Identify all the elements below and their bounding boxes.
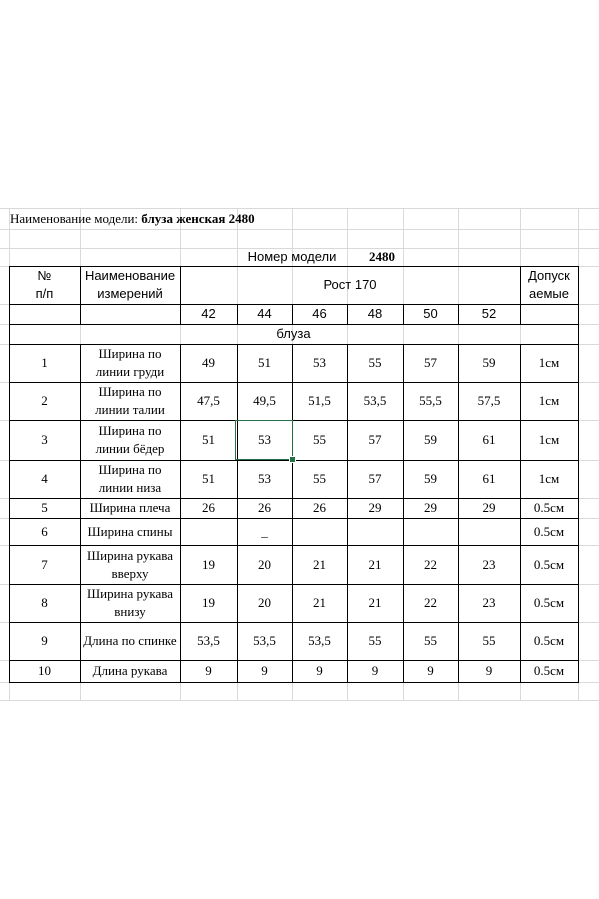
row-number: 1 [41, 355, 48, 370]
row-number: 2 [41, 393, 48, 408]
row-tolerance: 1см [538, 393, 560, 408]
row-tolerance: 0.5см [533, 556, 565, 572]
model-title-label: Наименование модели: [10, 211, 139, 226]
table-border [9, 682, 579, 683]
row-value: 21 [368, 595, 382, 610]
row-value: 26 [258, 500, 271, 515]
row-tolerance: 0.5см [533, 523, 565, 539]
row-tolerance: 0.5см [533, 663, 565, 678]
row-value: 53,5 [253, 633, 276, 648]
row-tolerance: 0.5см [533, 500, 565, 515]
row-value: 53,5 [308, 633, 331, 648]
row-tolerance: 1см [538, 355, 560, 370]
row-measurement-name: Ширина по линии талии [95, 384, 165, 417]
row-value [180, 518, 237, 545]
gridline-h [0, 229, 599, 230]
row-value: 9 [205, 663, 212, 678]
model-title [10, 209, 255, 229]
row-tolerance: 1см [538, 471, 560, 486]
row-value: 55 [482, 633, 496, 648]
table-border [578, 266, 579, 324]
row-value: 55,5 [419, 393, 442, 408]
row-value: 57 [368, 432, 382, 447]
row-value: 19 [202, 595, 215, 610]
row-value: 9 [485, 663, 493, 678]
row-measurement-name: Ширина спины [87, 523, 173, 539]
row-value: 51,5 [308, 393, 331, 408]
row-number: 4 [41, 471, 48, 486]
row-value: 23 [482, 595, 496, 610]
row-value: 55 [313, 471, 326, 486]
row-value: 29 [424, 500, 437, 515]
row-value: 59 [424, 432, 437, 447]
row-tolerance: 0.5см [533, 633, 565, 648]
model-title-value: блуза женская 2480 [141, 211, 255, 226]
row-value: 29 [482, 500, 496, 515]
row-value [458, 518, 520, 545]
table-border [520, 304, 578, 305]
table-border [9, 304, 80, 305]
row-value: 55 [424, 633, 437, 648]
row-value: 22 [424, 556, 437, 572]
row-number: 3 [41, 432, 48, 447]
row-value: 51 [202, 471, 215, 486]
row-value: 59 [424, 471, 437, 486]
row-tolerance: 1см [538, 432, 560, 447]
header-measurement-name: Наименование измерений [84, 268, 176, 301]
row-value: 53,5 [363, 393, 387, 408]
row-value: 9 [427, 663, 434, 678]
row-value: 26 [202, 500, 215, 515]
row-tolerance: 0.5см [533, 595, 565, 610]
size-42: 42 [201, 306, 216, 321]
row-measurement-name: Ширина рукава вверху [87, 547, 173, 581]
row-value [403, 518, 458, 545]
size-50: 50 [423, 306, 438, 321]
row-value: 51 [202, 432, 215, 447]
size-44: 44 [257, 306, 272, 321]
size-52: 52 [481, 306, 497, 321]
model-number-label: Номер модели [247, 249, 337, 264]
row-value: 19 [202, 556, 215, 572]
row-measurement-name: Длина по спинке [83, 633, 177, 648]
size-46: 46 [312, 306, 327, 321]
row-value: 55 [368, 355, 382, 370]
row-value: 53 [313, 355, 326, 370]
row-number: 9 [41, 633, 48, 648]
gridline-h [0, 700, 599, 701]
row-value: 53 [258, 471, 271, 486]
row-value: 29 [368, 500, 382, 515]
row-value: 51 [258, 355, 271, 370]
row-measurement-name: Ширина плеча [89, 500, 171, 515]
row-value: 57 [368, 471, 382, 486]
row-measurement-name: Ширина по линии низа [98, 462, 162, 495]
row-value: 20 [258, 556, 271, 572]
fill-handle[interactable] [289, 456, 296, 463]
row-value: _ [261, 523, 268, 539]
model-number-value: 2480 [369, 249, 395, 264]
row-measurement-name: Ширина по линии бёдер [95, 423, 165, 456]
row-value: 9 [261, 663, 268, 678]
header-number: № п/п [35, 268, 54, 301]
row-value: 59 [482, 355, 496, 370]
row-value: 21 [368, 556, 382, 572]
row-value [347, 518, 403, 545]
row-value: 49 [202, 355, 215, 370]
row-value: 20 [258, 595, 271, 610]
row-value: 57 [424, 355, 437, 370]
row-value: 53,5 [197, 633, 220, 648]
row-number: 5 [41, 500, 48, 515]
row-value: 49,5 [253, 393, 276, 408]
row-value: 61 [482, 432, 496, 447]
row-value: 23 [482, 556, 496, 572]
row-number: 7 [41, 556, 48, 572]
table-border [578, 344, 579, 683]
row-measurement-name: Ширина по линии груди [95, 346, 165, 379]
row-value: 55 [368, 633, 382, 648]
table-border [80, 304, 180, 305]
row-value: 22 [424, 595, 437, 610]
size-48: 48 [367, 306, 383, 321]
row-number: 8 [41, 595, 48, 610]
row-value: 57,5 [477, 393, 501, 408]
table-border [578, 324, 579, 344]
row-value: 21 [313, 556, 326, 572]
row-value: 26 [313, 500, 326, 515]
row-number: 6 [41, 523, 48, 539]
row-value: 47,5 [197, 393, 220, 408]
header-height: Рост 170 [323, 277, 377, 292]
row-number: 10 [38, 663, 51, 678]
row-value: 53 [258, 432, 271, 447]
row-measurement-name: Длина рукава [92, 663, 168, 678]
selected-cell[interactable] [235, 420, 293, 460]
row-value: 21 [313, 595, 326, 610]
row-value [292, 518, 347, 545]
row-value: 55 [313, 432, 326, 447]
header-tolerance: Допуск аемые [528, 268, 570, 301]
row-value: 9 [371, 663, 379, 678]
row-measurement-name: Ширина рукава внизу [87, 586, 173, 619]
row-value: 61 [482, 471, 496, 486]
section-label: блуза [276, 326, 311, 341]
row-value: 9 [316, 663, 323, 678]
